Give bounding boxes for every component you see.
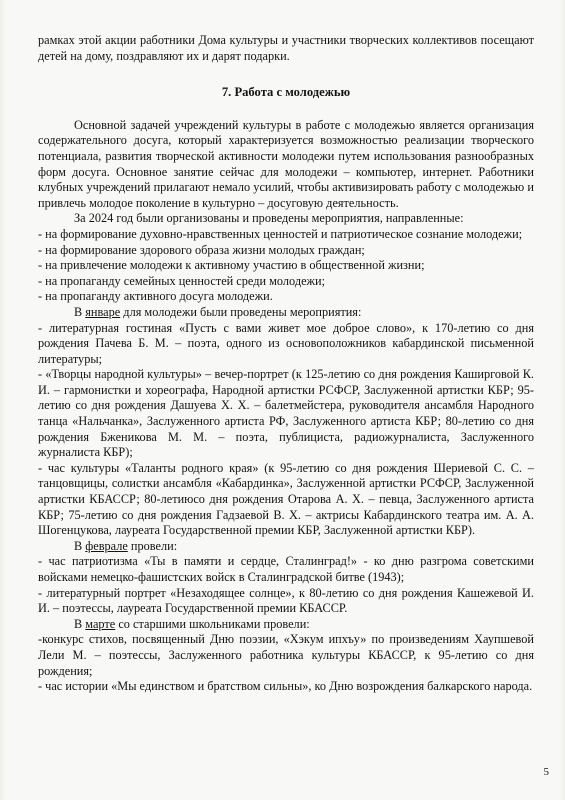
section-title: 7. Работа с молодежью — [221, 85, 351, 100]
january-event: - «Творцы народной культуры» – вечер-портрет (к 125-летию со дня рождения Каширговой К. И. – гармонистки и хореографа, Народной артистки РСФСР, Заслуженной артистки КБР; 95-летию со дня рождения Дашуева Х. Х. – балетмейстера, руководителя ансамбля Народного танца «Нальчанка», Заслуженного артиста РФ, Заслуженного артиста КБР; 80-летию со дня рождения Бженикова М. М. – поэта, публициста, радиожурналиста, Заслуженного журналиста КБР); — [38, 367, 534, 460]
february-post: провели: — [127, 538, 178, 553]
january-pre: В — [74, 304, 86, 319]
march-intro — [38, 617, 534, 633]
january-post: для молодежи были проведены мероприятия: — [120, 304, 362, 319]
january-event: - литературная гостиная «Пусть с вами живет мое доброе слово», к 170-летию со дня рождения Пачева Б. М. – поэта, одного из основоположников кабардинской письменной литературы; — [38, 320, 534, 366]
month-january: январе — [85, 304, 121, 319]
page-number: 5 — [543, 766, 549, 778]
march-pre: В — [74, 616, 86, 631]
page-content — [38, 33, 534, 695]
month-march: марте — [85, 616, 116, 631]
march-event: -конкурс стихов, посвященный Дню поэзии, «Хэкум ипхъу» по произведениям Хаупшевой Лели М. – поэтессы, Заслуженного работника культуры КБАССР, к 95-летию со дня рождения; — [38, 632, 534, 678]
intro-paragraph: рамках этой акции работники Дома культуры и участники творческих коллективов посещают детей на дому, поздравляют их и дарят подарки. — [38, 33, 534, 63]
february-intro — [38, 539, 534, 555]
march-post: со старшими школьниками провели: — [115, 616, 310, 631]
direction-item: - на формирование духовно-нравственных ценностей и патриотическое сознание молодежи; — [38, 226, 523, 241]
january-intro — [38, 305, 534, 321]
february-event: - час патриотизма «Ты в памяти и сердце, Сталинград!» - ко дню разгрома советскими войсками немецко-фашистских войск в Сталинградской битве (1943); — [38, 554, 534, 584]
direction-item: - на привлечение молодежи к активному участию в общественной жизни; — [38, 258, 425, 273]
february-pre: В — [74, 538, 86, 553]
events-2024-paragraph: За 2024 год были организованы и проведены мероприятия, направленные: — [74, 211, 464, 226]
direction-item: - на пропаганду семейных ценностей среди молодежи; — [38, 273, 326, 288]
month-february: феврале — [85, 538, 128, 553]
march-event: - час истории «Мы единством и братством сильны», ко Дню возрождения балкарского народа. — [38, 679, 533, 694]
february-event: - литературный портрет «Незаходящее солнце», к 80-летию со дня рождения Кашежевой И. И. – поэтессы, лауреата Государственной премии КБАССР. — [38, 585, 534, 616]
direction-item: - на пропаганду активного досуга молодежи. — [38, 289, 273, 304]
main-paragraph: Основной задачей учреждений культуры в работе с молодежью является организация содержательного досуга, который характеризуется возможностью реализации творческого потенциала, развития творческой активности молодежи путем использования разнообразных форм досуга. Основное занятие сейчас для молодежи – компьютер, интернет. Работники клубных учреждений прилагают немало усилий, чтобы активизировать работу с молодежью и привлечь молодое поколение в культурно – досуговую деятельность. — [38, 117, 534, 210]
direction-item: - на формирование здорового образа жизни молодых граждан; — [38, 242, 365, 257]
january-event: - час культуры «Таланты родного края» (к 95-летию со дня рождения Шериевой С. С. – танцовщицы, солистки ансамбля «Кабардинка», Заслуженной артистки РСФСР, Заслуженной артистки КБАССР; 80-летиюсо дня рождения Отарова А. Х. – певца, Заслуженного артиста КБР; 75-летию со дня рождения Гадзаевой В. Х. – актрисы Кабардинского театра им. А. А. Шогенцукова, лауреата Государственной премии КБР, Заслуженной артистки КБР). — [38, 460, 534, 538]
